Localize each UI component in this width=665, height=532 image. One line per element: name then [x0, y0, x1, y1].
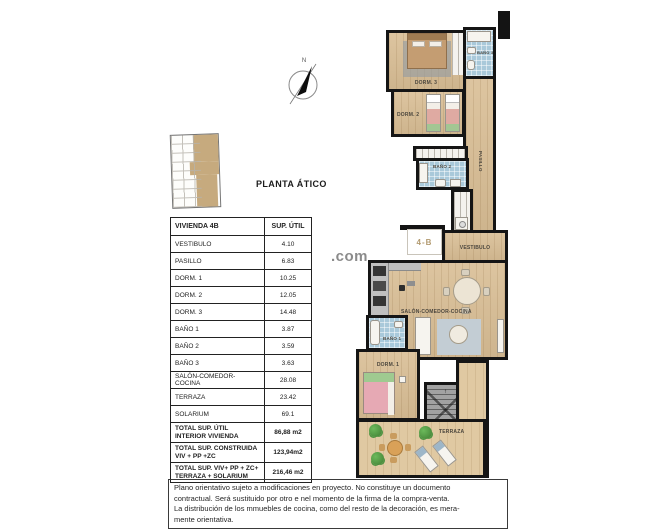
toilet	[467, 60, 475, 70]
room-vestibulo	[442, 230, 508, 263]
washer-door	[459, 221, 466, 228]
table-row	[171, 406, 312, 423]
lounger-cushion	[434, 441, 445, 452]
table-row	[171, 321, 312, 338]
room-bano-1	[366, 315, 408, 351]
dining-table	[453, 277, 481, 305]
chair	[483, 287, 490, 296]
total-value: 86,88 m2	[265, 423, 312, 443]
toilet	[450, 179, 461, 187]
row-value: 3.87	[265, 321, 312, 338]
blanket-end	[446, 124, 459, 131]
row-value: 3.63	[265, 355, 312, 372]
pillow	[427, 95, 440, 103]
disclaimer-box	[168, 479, 508, 529]
row-label: BAÑO 3	[171, 355, 265, 372]
room-bano-3	[463, 27, 496, 79]
room-dorm-2	[391, 89, 465, 137]
watermark: .com	[331, 248, 369, 265]
chair	[461, 269, 470, 276]
row-label: VESTIBULO	[171, 236, 265, 253]
table-row	[171, 372, 312, 389]
room-dorm-1	[356, 349, 420, 421]
blanket-end	[427, 124, 440, 131]
table-total-row	[171, 423, 312, 443]
row-label: SOLARIUM	[171, 406, 265, 423]
room-terraza	[356, 419, 486, 478]
armchair	[449, 325, 468, 344]
bathtub	[370, 320, 380, 345]
room-label-bano2: BAÑO 2	[433, 164, 452, 169]
table-row	[171, 270, 312, 287]
row-label: PASILLO	[171, 253, 265, 270]
terrace-chair	[405, 444, 411, 451]
sink	[467, 47, 476, 54]
kitchen-counter-top	[389, 263, 421, 271]
appliance	[373, 266, 386, 276]
closet-column	[451, 189, 473, 234]
terrace-chair	[390, 433, 397, 439]
disclaimer-line: contractual. Será sustituido por otro e nel momento de la firma de la compra-venta.	[174, 493, 450, 503]
room-bano-2	[416, 158, 469, 190]
plant	[371, 452, 384, 465]
area-table	[170, 217, 312, 483]
sink	[435, 179, 446, 187]
washing-machine	[455, 217, 468, 230]
compass-icon	[284, 52, 328, 110]
location-thumbnail	[170, 133, 222, 209]
row-value: 28.08	[265, 372, 312, 389]
disclaimer-line: La distribución de los mmuebles de cocina, como del resto de la decoración, es mera-	[174, 504, 460, 513]
double-bed	[407, 33, 447, 69]
table-header-sup: SUP. ÚTIL	[265, 218, 312, 236]
table-row	[171, 253, 312, 270]
shower	[467, 31, 491, 42]
terrace-table	[387, 440, 403, 456]
row-value: 3.59	[265, 338, 312, 355]
room-label-salon: SALÓN-COMEDOR-COCINA	[401, 309, 472, 315]
shower	[419, 163, 428, 183]
plant	[369, 424, 382, 437]
row-label: DORM. 1	[171, 270, 265, 287]
room-label-dorm1: DORM. 1	[376, 362, 400, 368]
blanket	[446, 109, 459, 125]
thumbnail-room-lines	[171, 135, 203, 208]
room-dorm-3	[386, 30, 466, 92]
single-bed	[445, 94, 460, 132]
blanket	[427, 109, 440, 125]
table-header-unit: VIVIENDA 4B	[171, 218, 265, 236]
pillow	[446, 95, 459, 103]
pillow	[412, 41, 425, 47]
row-value: 14.48	[265, 304, 312, 321]
sofa	[497, 319, 504, 353]
floorplan	[352, 25, 515, 480]
appliance	[373, 281, 386, 291]
row-label: TERRAZA	[171, 389, 265, 406]
table-row	[171, 304, 312, 321]
disclaimer-line: mente orientativa.	[174, 514, 234, 524]
row-value: 12.05	[265, 287, 312, 304]
wardrobe	[452, 33, 463, 75]
total-label: TOTAL SUP. VIV+ PP + ZC+ TERRAZA + SOLARIUM	[171, 463, 265, 483]
nightstand	[399, 376, 406, 383]
room-label-vestibulo: VESTIBULO	[459, 245, 491, 251]
table-row	[171, 287, 312, 304]
plan-title: PLANTA ÁTICO	[256, 179, 327, 189]
chair	[443, 287, 450, 296]
pillow	[364, 373, 394, 382]
sink	[394, 321, 403, 328]
headboard	[408, 34, 446, 40]
table-header-row	[171, 218, 312, 236]
total-label: TOTAL SUP. CONSTRUIDA VIV + PP +ZC	[171, 443, 265, 463]
total-value: 216,46 m2	[265, 463, 312, 483]
row-value: 10.25	[265, 270, 312, 287]
disclaimer-line: Plano orientativo sujeto a modificaciones en proyecto. No constituye un documento	[174, 483, 451, 492]
row-label: BAÑO 2	[171, 338, 265, 355]
room-label-bano3: BAÑO 3	[477, 50, 494, 55]
kitchen-counter	[371, 263, 389, 315]
pillow	[429, 41, 442, 47]
row-label: SALÓN-COMEDOR-COCINA	[171, 372, 265, 389]
row-value: 23.42	[265, 389, 312, 406]
total-value: 123,94m2	[265, 443, 312, 463]
plant	[419, 426, 432, 439]
table-row	[171, 389, 312, 406]
total-label: TOTAL SUP. ÚTIL INTERIOR VIVIENDA	[171, 423, 265, 443]
room-label-dorm2: DORM. 2	[397, 112, 420, 118]
room-label-bano1: BAÑO 1	[383, 336, 402, 341]
row-label: DORM. 3	[171, 304, 265, 321]
row-label: BAÑO 1	[171, 321, 265, 338]
bed-edge	[388, 382, 394, 415]
lounger-cushion	[416, 447, 427, 458]
room-label-pasillo: PASILLO	[478, 151, 483, 172]
unit-badge: 4-B	[407, 229, 442, 255]
single-bed	[426, 94, 441, 132]
stairs-up-arrow: ↑	[443, 389, 448, 395]
wall-block	[498, 11, 510, 39]
row-value: 4.10	[265, 236, 312, 253]
table-row	[171, 338, 312, 355]
compass-north-label: N	[301, 58, 307, 64]
desk-chair	[399, 285, 405, 291]
row-value: 69.1	[265, 406, 312, 423]
terrace-chair	[379, 444, 385, 451]
room-label-dorm3: DORM. 3	[414, 80, 438, 86]
table-total-row	[171, 443, 312, 463]
table-row	[171, 236, 312, 253]
row-value: 6.83	[265, 253, 312, 270]
terrace-chair	[390, 457, 397, 463]
room-label-terraza: TERRAZA	[439, 429, 465, 435]
row-label: DORM. 2	[171, 287, 265, 304]
table-row	[171, 355, 312, 372]
appliance	[373, 296, 386, 306]
desk	[407, 281, 415, 286]
bed	[363, 372, 395, 414]
